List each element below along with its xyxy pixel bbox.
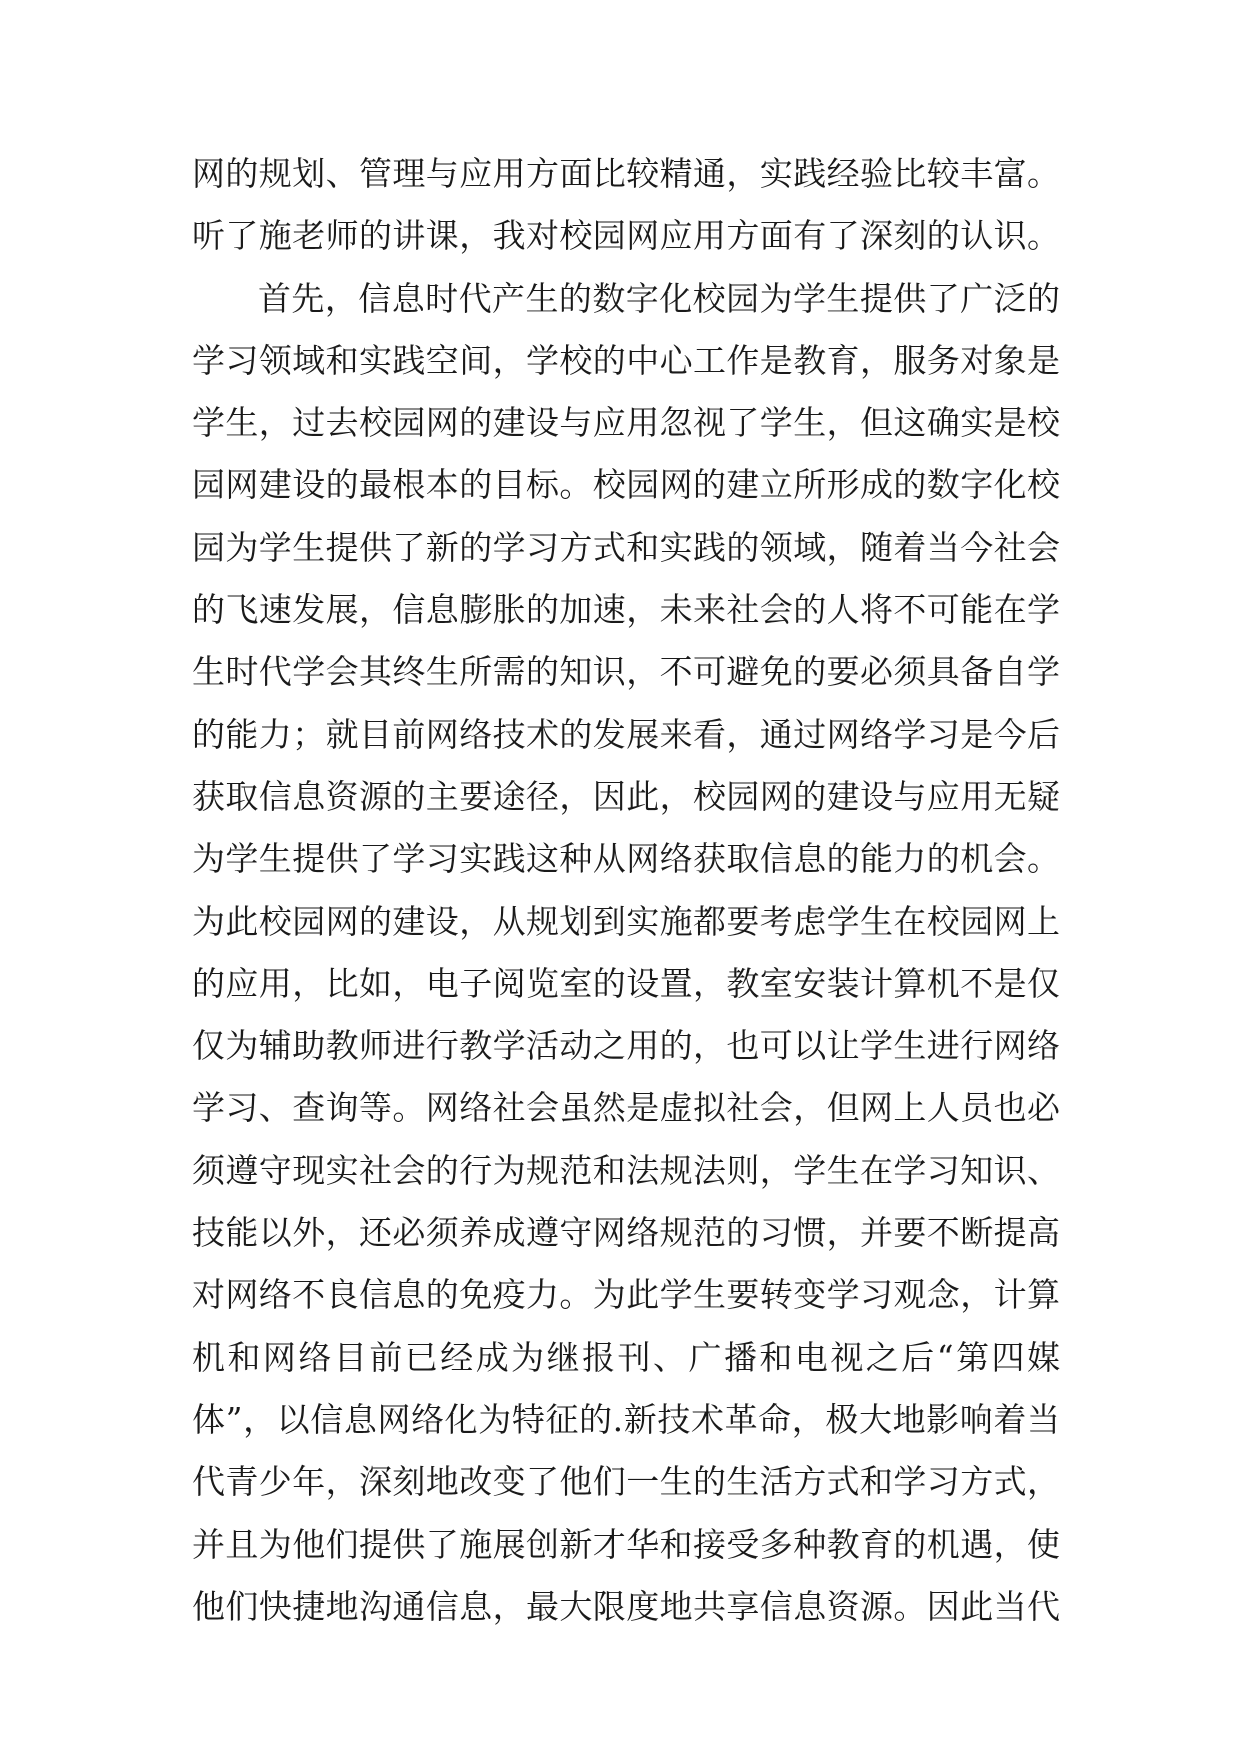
text-line: 的能力；就目前网络技术的发展来看，通过网络学习是今后 [192,714,1060,754]
text-line: 为此校园网的建设，从规划到实施都要考虑学生在校园网上 [192,901,1060,941]
text-line: 他们快捷地沟通信息，最大限度地共享信息资源。因此当代 [192,1586,1060,1626]
text-line: 听了施老师的讲课，我对校园网应用方面有了深刻的认识。 [192,216,1060,256]
text-line: 的应用，比如，电子阅览室的设置，教室安装计算机不是仅 [192,963,1060,1003]
text-line: 的飞速发展，信息膨胀的加速，未来社会的人将不可能在学 [192,590,1060,630]
text-line: 学习、查询等。网络社会虽然是虚拟社会，但网上人员也必 [192,1088,1060,1128]
body-text [192,143,1060,1638]
text-line: 园网建设的最根本的目标。校园网的建立所形成的数字化校 [192,465,1060,505]
paragraph-first-line: 首先，信息时代产生的数字化校园为学生提供了广泛的 [258,278,1060,318]
text-line: 并且为他们提供了施展创新才华和接受多种教育的机遇，使 [192,1524,1060,1564]
text-line: 生时代学会其终生所需的知识，不可避免的要必须具备自学 [192,652,1060,692]
text-line: 为学生提供了学习实践这种从网络获取信息的能力的机会。 [192,839,1060,879]
text-line: 学生，过去校园网的建设与应用忽视了学生，但这确实是校 [192,403,1060,443]
text-line: 园为学生提供了新的学习方式和实践的领域，随着当今社会 [192,527,1060,567]
text-line: 对网络不良信息的免疫力。为此学生要转变学习观念，计算 [192,1275,1060,1315]
text-line: 须遵守现实社会的行为规范和法规法则，学生在学习知识、 [192,1150,1060,1190]
text-line: 体”，以信息网络化为特征的.新技术革命，极大地影响着当 [192,1399,1060,1439]
text-line: 仅为辅助教师进行教学活动之用的，也可以让学生进行网络 [192,1026,1060,1066]
text-line: 网的规划、管理与应用方面比较精通，实践经验比较丰富。 [192,154,1060,193]
text-line: 技能以外，还必须养成遵守网络规范的习惯，并要不断提高 [192,1213,1060,1253]
text-line: 代青少年，深刻地改变了他们一生的生活方式和学习方式， [192,1462,1060,1502]
text-line: 学习领域和实践空间，学校的中心工作是教育，服务对象是 [192,340,1060,380]
text-line: 机和网络目前已经成为继报刊、广播和电视之后“第四媒 [192,1337,1060,1377]
text-line: 获取信息资源的主要途径，因此，校园网的建设与应用无疑 [192,776,1060,816]
